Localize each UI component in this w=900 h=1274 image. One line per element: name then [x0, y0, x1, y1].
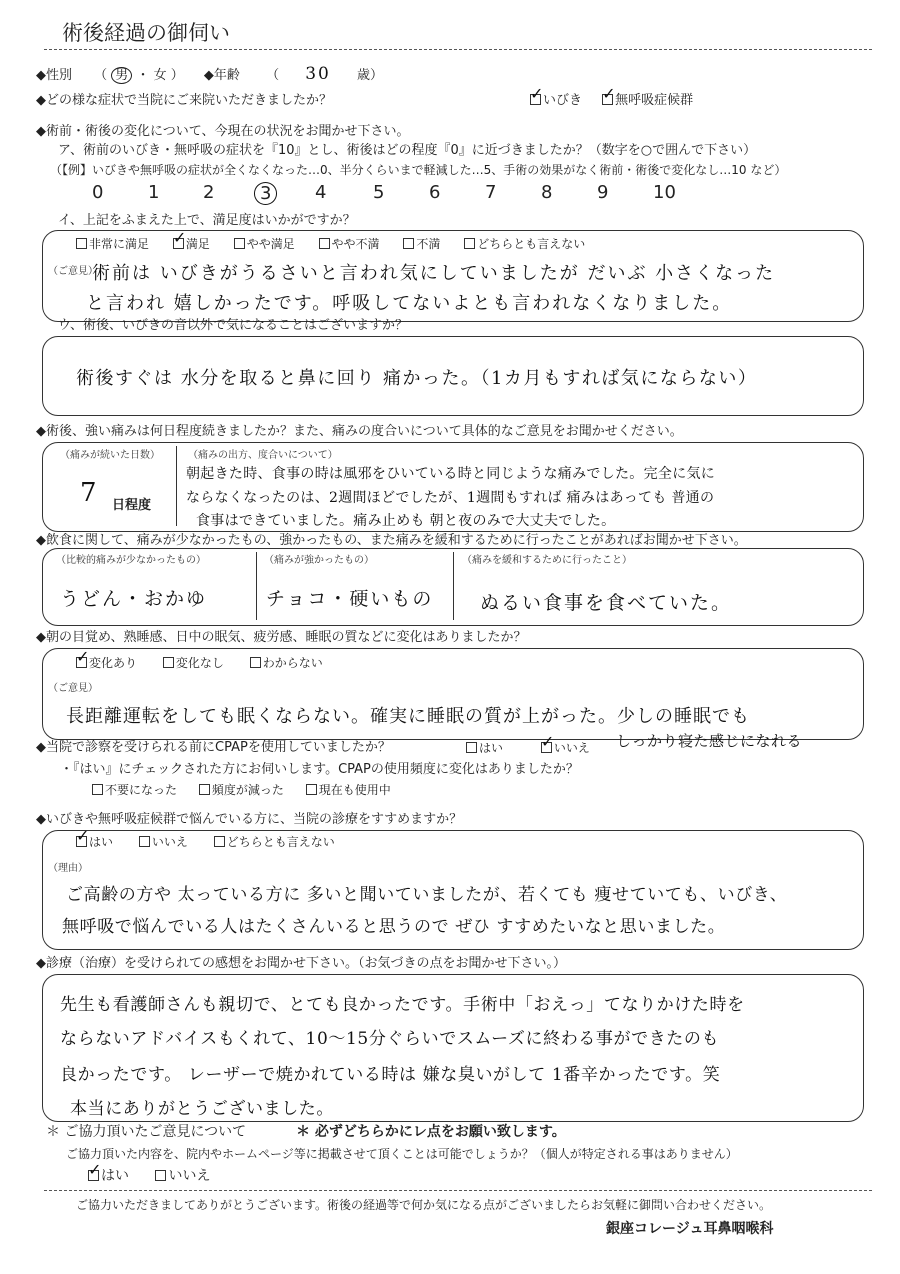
q4-question: ◆飲食に関して、痛みが少なかったもの、強かったもの、また痛みを緩和するために行ったことがあればお聞かせ下さい。 — [36, 533, 747, 548]
q2-question: ◆術前・術後の変化について、今現在の状況をお聞かせ下さい。 — [36, 124, 410, 139]
checkbox-icon — [319, 238, 330, 249]
satisfaction-answer-line1: 術前は いびきがうるさいと言われ気にしていましたが だいぶ 小さくなった — [92, 263, 776, 284]
consent-rule — [44, 1190, 872, 1191]
checkbox-icon — [250, 657, 261, 668]
consent-option-yes[interactable]: ✓はい — [88, 1168, 129, 1184]
recommend-options — [76, 834, 335, 850]
sat-option-dissatisfied[interactable]: 不満 — [403, 237, 440, 251]
q2-sub-a: ア、術前のいびき・無呼吸の症状を『10』とし、術後はどの程度『0』に近づきましたか？（数字を○で囲んで下さい） — [58, 143, 757, 158]
food-col2-answer: チョコ・硬いもの — [266, 588, 434, 610]
sat-option-slightly-dis[interactable]: やや不満 — [319, 237, 380, 251]
q1-question: ◆どの様な症状で当院にご来院いただきましたか？ — [36, 93, 332, 108]
cpap-option-yes[interactable]: はい — [466, 741, 503, 755]
scale-10[interactable]: 10 — [653, 182, 676, 203]
checkbox-icon — [163, 657, 174, 668]
recommend-option-neither[interactable]: どちらとも言えない — [214, 835, 335, 849]
sleep-answer-line2: しっかり寝た感じになれる — [616, 732, 803, 750]
food-col2-label: （痛みが強かったもの） — [264, 555, 374, 566]
age-label: ◆年齢 — [203, 68, 240, 83]
pain-days-label: （痛みが続いた日数） — [60, 450, 160, 461]
checkbox-icon — [541, 742, 552, 753]
q8-question: ◆診療（治療）を受けられての感想をお聞かせ下さい。（お気づきの点をお聞かせ下さい。） — [36, 956, 566, 971]
scale-7[interactable]: 7 — [485, 182, 497, 203]
q3-question: ◆術後、強い痛みは何日程度続きましたか？また、痛みの度合いについて具体的なご意見をお聞かせください。 — [36, 424, 683, 439]
sat-option-somewhat[interactable]: やや満足 — [234, 237, 295, 251]
food-divider-1 — [256, 552, 257, 620]
sat-option-satisfied[interactable]: ✓ 満足 — [173, 237, 210, 251]
checkbox-icon — [139, 836, 150, 847]
cpap-option-still-using[interactable]: 現在も使用中 — [306, 783, 391, 797]
food-col3-label: （痛みを緩和するために行ったこと） — [462, 555, 632, 566]
consent-heading-1: ＊ ご協力頂いたご意見について — [46, 1124, 247, 1140]
sat-option-neither[interactable]: どちらとも言えない — [464, 237, 585, 251]
cpap-options — [466, 740, 590, 756]
impressions-answer-line4: 本当にありがとうございました。 — [70, 1099, 334, 1119]
pain-divider — [176, 446, 177, 526]
cpap-followup: ・『はい』にチェックされた方にお伺いします。CPAPの使用頻度に変化はありましたか？ — [60, 762, 579, 777]
checkbox-icon — [173, 238, 184, 249]
cpap-option-reduced[interactable]: 頻度が減った — [199, 783, 284, 797]
scale-9[interactable]: 9 — [597, 182, 609, 203]
impressions-answer-line1: 先生も看護師さんも親切で、とても良かったです。手術中「おえっ」てなりかけた時を — [60, 995, 745, 1015]
cpap-option-no[interactable]: ✓ いいえ — [541, 741, 590, 755]
recommend-option-no[interactable]: いいえ — [139, 835, 188, 849]
food-divider-2 — [453, 552, 454, 620]
q2-example: （【例】いびきや無呼吸の症状が全くなくなった…0、半分くらいまで軽減した…5、手術の効果がなく術前・術後で変化なし…10 など） — [50, 163, 787, 177]
scale-3[interactable]: 3 — [254, 182, 277, 205]
cpap-option-unneeded[interactable]: 不要になった — [92, 783, 177, 797]
gender-row — [36, 66, 383, 84]
checkbox-icon — [466, 742, 477, 753]
food-col3-answer: ぬるい食事を食べていた。 — [480, 592, 733, 614]
sleep-option-unknown[interactable]: わからない — [250, 656, 323, 670]
checkbox-icon — [76, 836, 87, 847]
pain-answer-line3: 食事はできていました。痛み止めも 朝と夜のみで大丈夫でした。 — [196, 513, 616, 529]
food-col1-answer: うどん・おかゆ — [60, 588, 208, 610]
scale-4[interactable]: 4 — [315, 182, 327, 203]
impressions-answer-line3: 良かったです。 レーザーで焼かれている時は 嫌な臭いがして 1番辛かったです。笑 — [60, 1065, 721, 1085]
opinion-label: （ご意見） — [48, 266, 98, 277]
q5-question: ◆朝の目覚め、熟睡感、日中の眠気、疲労感、睡眠の質などに変化はありましたか？ — [36, 630, 527, 645]
consent-text: ご協力頂いた内容を、院内やホームページ等に掲載させて頂くことは可能でしょうか？（個人が特定される事はありません） — [66, 1147, 738, 1161]
scale-0[interactable]: 0 — [92, 182, 104, 203]
checkbox-icon — [88, 1170, 99, 1181]
checkbox-icon — [76, 657, 87, 668]
checkbox-icon — [530, 94, 541, 105]
q1-options — [530, 93, 693, 109]
q7-question: ◆いびきや無呼吸症候群で悩んでいる方に、当院の診療をすすめますか？ — [36, 812, 463, 827]
age-unit: 歳） — [357, 68, 384, 83]
q1-option-apnea[interactable]: ✓ 無呼吸症候群 — [602, 93, 693, 108]
pain-days-value[interactable]: 7 — [80, 478, 99, 508]
checkbox-icon — [92, 784, 103, 795]
recommend-answer-line1: ご高齢の方や 太っている方に 多いと聞いていましたが、若くても 痩せていても、いびき、 — [66, 885, 788, 905]
sleep-answer-line1: 長距離運転をしても眠くならない。確実に睡眠の質が上がった。少しの睡眠でも — [66, 706, 750, 727]
pain-days-unit: 日程度 — [112, 498, 152, 513]
consent-option-no[interactable]: いいえ — [155, 1168, 210, 1184]
sleep-option-no-change[interactable]: 変化なし — [163, 656, 224, 670]
footer-thanks: ご協力いただきましてありがとうございます。術後の経過等で何か気になる点がございましたらお気軽に御問い合わせください。 — [76, 1198, 772, 1212]
cpap-followup-options — [92, 782, 391, 798]
checkbox-icon — [602, 94, 613, 105]
checkbox-icon — [199, 784, 210, 795]
pain-answer-line1: 朝起きた時、食事の時は風邪をひいている時と同じような痛みでした。完全に気に — [186, 466, 716, 482]
q1-option-snoring[interactable]: ✓ いびき — [530, 93, 582, 108]
sat-option-very[interactable]: 非常に満足 — [76, 237, 149, 251]
scale-2[interactable]: 2 — [203, 182, 215, 203]
satisfaction-options — [76, 236, 585, 252]
gender-close: ） — [170, 68, 184, 83]
q2-sub-i: イ、上記をふまえた上で、満足度はいかがですか？ — [58, 213, 356, 228]
page-title: 術後経過の御伺い — [62, 21, 230, 45]
consent-heading-2: ＊ 必ずどちらかにレ点をお願い致します。 — [296, 1124, 566, 1140]
scale-8[interactable]: 8 — [541, 182, 553, 203]
checkbox-icon — [234, 238, 245, 249]
impressions-answer-line2: ならないアドバイスもくれて、10～15分ぐらいでスムーズに終わる事ができたのも — [60, 1029, 720, 1049]
sleep-opinion-label: （ご意見） — [48, 683, 98, 694]
age-value[interactable]: 30 — [305, 64, 331, 84]
clinic-name: 銀座コレージュ耳鼻咽喉科 — [606, 1221, 774, 1237]
checkbox-icon — [464, 238, 475, 249]
pain-answer-line2: ならなくなったのは、2週間ほどでしたが、1週間もすれば 痛みはあっても 普通の — [186, 490, 715, 506]
recommend-reason-label: （理由） — [48, 863, 88, 874]
sleep-options — [76, 655, 323, 671]
gender-label: ◆性別 — [36, 68, 72, 83]
gender-open: （ — [94, 68, 108, 83]
satisfaction-answer-line2: と言われ 嬉しかったです。呼吸してないよとも言われなくなりました。 — [86, 293, 733, 314]
severity-scale — [0, 182, 900, 206]
gender-male[interactable]: 男 — [111, 67, 132, 84]
sleep-option-changed[interactable]: ✓変化あり — [76, 656, 137, 670]
pain-degree-label: （痛みの出方、度合いについて） — [188, 450, 338, 461]
checkbox-icon — [306, 784, 317, 795]
checkbox-icon — [214, 836, 225, 847]
food-col1-label: （比較的痛みが少なかったもの） — [56, 555, 206, 566]
checkbox-icon — [76, 238, 87, 249]
title-rule — [44, 49, 872, 50]
gender-female[interactable]: 女 — [153, 68, 167, 83]
checkbox-icon — [403, 238, 414, 249]
scale-6[interactable]: 6 — [429, 182, 441, 203]
recommend-answer-line2: 無呼吸で悩んでいる人はたくさんいると思うので ぜひ すすめたいなと思いました。 — [62, 917, 726, 937]
consent-options — [88, 1168, 210, 1184]
checkbox-icon — [155, 1170, 166, 1181]
recommend-option-yes[interactable]: ✓はい — [76, 835, 113, 849]
scale-1[interactable]: 1 — [148, 182, 160, 203]
age-open: （ — [266, 68, 280, 83]
q6-question: ◆当院で診察を受けられる前にCPAPを使用していましたか？ — [36, 740, 391, 755]
scale-5[interactable]: 5 — [373, 182, 385, 203]
other-concerns-answer: 術後すぐは 水分を取ると鼻に回り 痛かった。（1カ月もすれば気にならない） — [76, 368, 758, 389]
gender-sep: ・ — [136, 68, 150, 83]
q2-sub-u: ウ、術後、いびきの音以外で気になることはございますか？ — [58, 318, 408, 333]
